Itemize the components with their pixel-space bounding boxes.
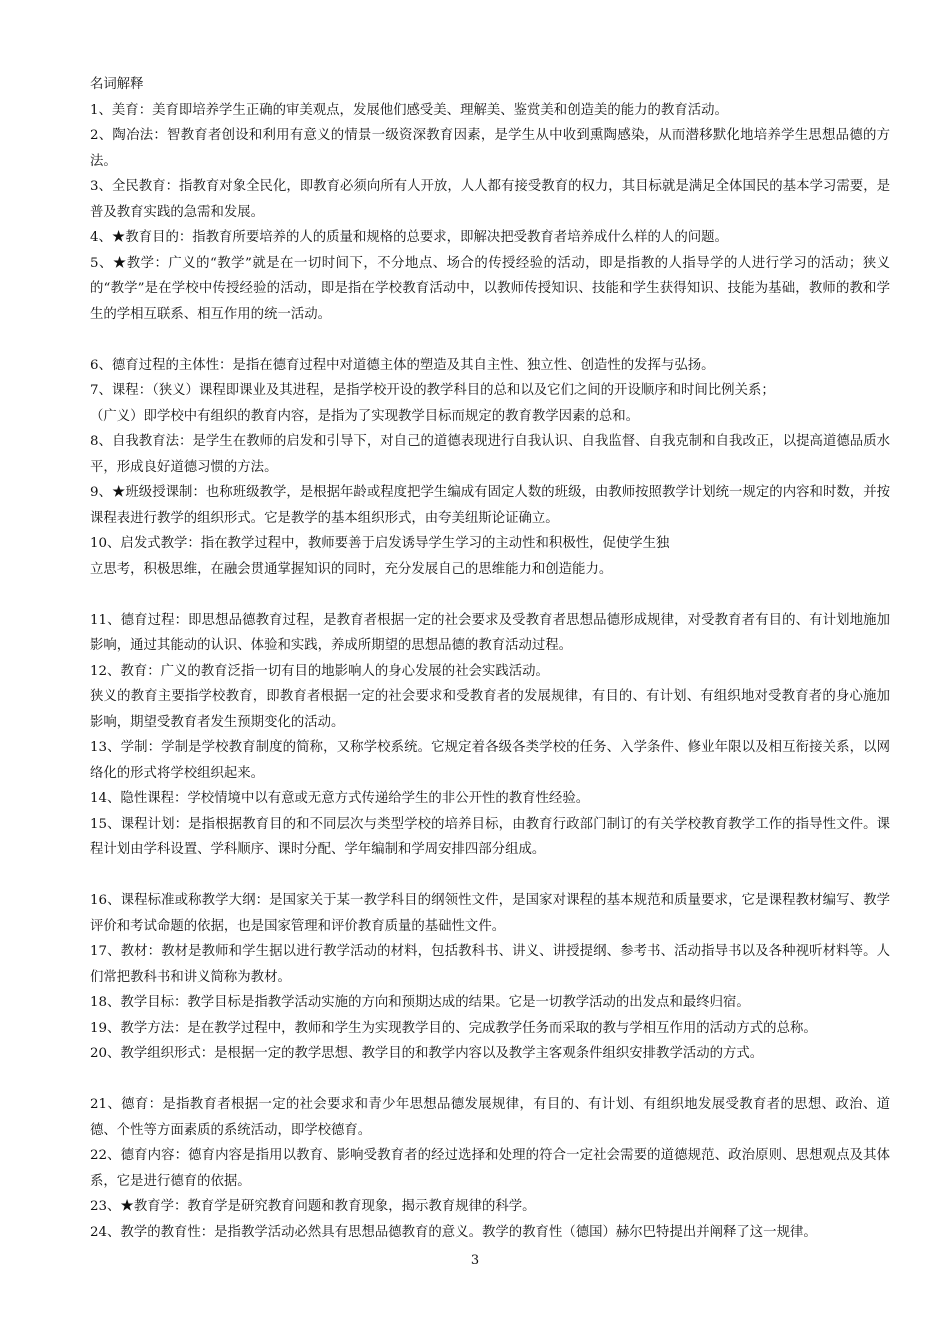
blank-line xyxy=(90,1067,890,1093)
term-entry: 24、教学的教育性：是指教学活动必然具有思想品德教育的意义。教学的教育性（德国）赫尔巴特提出并阐释了这一规律。 xyxy=(90,1224,817,1240)
term-entry: 2、陶冶法：智教育者创设和利用有意义的情景一级资深教育因素，是学生从中收到熏陶感染，从而潜移默化地培养学生思想品德的方法。 xyxy=(90,128,890,169)
term-entry: 9、★班级授课制：也称班级教学，是根据年龄或程度把学生编成有固定人数的班级，由教师按照教学计划统一规定的内容和时数，并按课程表进行教学的组织形式。它是教学的基本组织形式，由夸美纽斯论证确立。 xyxy=(90,485,890,526)
term-entry: 20、教学组织形式：是根据一定的教学思想、教学目的和教学内容以及教学主客观条件组织安排教学活动的方式。 xyxy=(90,1046,764,1061)
blank-line xyxy=(90,863,890,889)
term-entry: 6、德育过程的主体性：是指在德育过程中对道德主体的塑造及其自主性、独立性、创造性的发挥与弘扬。 xyxy=(90,357,715,373)
term-entry: 1、美育：美育即培养学生正确的审美观点，发展他们感受美、理解美、鉴赏美和创造美的能力的教育活动。 xyxy=(90,102,728,118)
blank-line xyxy=(90,582,890,608)
term-entry: 8、自我教育法：是学生在教师的启发和引导下，对自己的道德表现进行自我认识、自我监督、自我克制和自我改正，以提高道德品质水平，形成良好道德习惯的方法。 xyxy=(90,434,890,475)
term-entry: 11、德育过程：即思想品德教育过程，是教育者根据一定的社会要求及受教育者思想品德形成规律，对受教育者有目的、有计划地施加影响，通过其能动的认识、体验和实践，养成所期望的思想品德的教育活动过程。 xyxy=(90,612,890,653)
term-entry: 21、德育：是指教育者根据一定的社会要求和青少年思想品德发展规律，有目的、有计划、有组织地发展受教育者的思想、政治、道德、个性等方面素质的系统活动，即学校德育。 xyxy=(90,1097,890,1138)
blank-line xyxy=(90,327,890,353)
term-entry: 17、教材：教材是教师和学生据以进行教学活动的材料，包括教科书、讲义、讲授提纲、参考书、活动指导书以及各种视听材料等。人们常把教科书和讲义简称为教材。 xyxy=(90,944,890,985)
page-number: 3 xyxy=(470,1253,480,1268)
term-entry: 16、课程标准或称教学大纲：是国家关于某一教学科目的纲领性文件，是国家对课程的基本规范和质量要求，它是课程教材编写、教学评价和考试命题的依据，也是国家管理和评价教育质量的基础性文件。 xyxy=(90,893,890,934)
term-entry: 23、★教育学：教育学是研究教育问题和教育现象，揭示教育规律的科学。 xyxy=(90,1199,536,1214)
term-entry: 10、启发式教学：指在教学过程中，教师要善于启发诱导学生学习的主动性和积极性，促使学生独 xyxy=(90,536,670,551)
section-heading: 名词解释 xyxy=(90,77,144,92)
term-entry: 4、★教育目的：指教育所要培养的人的质量和规格的总要求，即解决把受教育者培养成什么样的人的问题。 xyxy=(90,230,728,245)
term-entry: （广义）即学校中有组织的教育内容，是指为了实现教学目标而规定的教育教学因素的总和。 xyxy=(90,408,640,424)
term-entry: 13、学制：学制是学校教育制度的简称，又称学校系统。它规定着各级各类学校的任务、入学条件、修业年限以及相互衔接关系，以网络化的形式将学校组织起来。 xyxy=(90,740,890,781)
term-entry: 5、★教学：广义的“教学”就是在一切时间下，不分地点、场合的传授经验的活动，即是指教的人指导学的人进行学习的活动；狭义的“教学”是在学校中传授经验的活动，即是指在学校教育活动中，以教师传授知识、技能和学生获得知识、技能为基础，教师的教和学生的学相互联系、相互作用的统一活动。 xyxy=(90,255,890,322)
term-entry: 狭义的教育主要指学校教育，即教育者根据一定的社会要求和受教育者的发展规律，有目的、有计划、有组织地对受教育者的身心施加影响，期望受教育者发生预期变化的活动。 xyxy=(90,689,890,730)
term-entry: 19、教学方法：是在教学过程中，教师和学生为实现教学目的、完成教学任务而采取的教与学相互作用的活动方式的总称。 xyxy=(90,1020,817,1036)
term-entry: 立思考，积极思维，在融会贯通掌握知识的同时，充分发展自己的思维能力和创造能力。 xyxy=(90,561,613,577)
term-entry: 7、课程：（狭义）课程即课业及其进程，是指学校开设的教学科目的总和以及它们之间的开设顺序和时间比例关系； xyxy=(90,383,775,398)
term-entry: 14、隐性课程：学校情境中以有意或无意方式传递给学生的非公开性的教育性经验。 xyxy=(90,791,590,806)
term-entry: 3、全民教育：指教育对象全民化，即教育必须向所有人开放，人人都有接受教育的权力，其目标就是满足全体国民的基本学习需要，是普及教育实践的急需和发展。 xyxy=(90,179,890,220)
term-entry: 18、教学目标：教学目标是指教学活动实施的方向和预期达成的结果。它是一切教学活动的出发点和最终归宿。 xyxy=(90,995,750,1010)
term-entry: 12、教育：广义的教育泛指一切有目的地影响人的身心发展的社会实践活动。 xyxy=(90,663,549,679)
term-entry: 22、德育内容：德育内容是指用以教育、影响受教育者的经过选择和处理的符合一定社会需要的道德规范、政治原则、思想观点及其体系，它是进行德育的依据。 xyxy=(90,1148,890,1189)
term-entry: 15、课程计划：是指根据教育目的和不同层次与类型学校的培养目标，由教育行政部门制订的有关学校教育教学工作的指导性文件。课程计划由学科设置、学科顺序、课时分配、学年编制和学周安排四部分组成。 xyxy=(90,816,890,857)
glossary-content xyxy=(90,72,890,1245)
